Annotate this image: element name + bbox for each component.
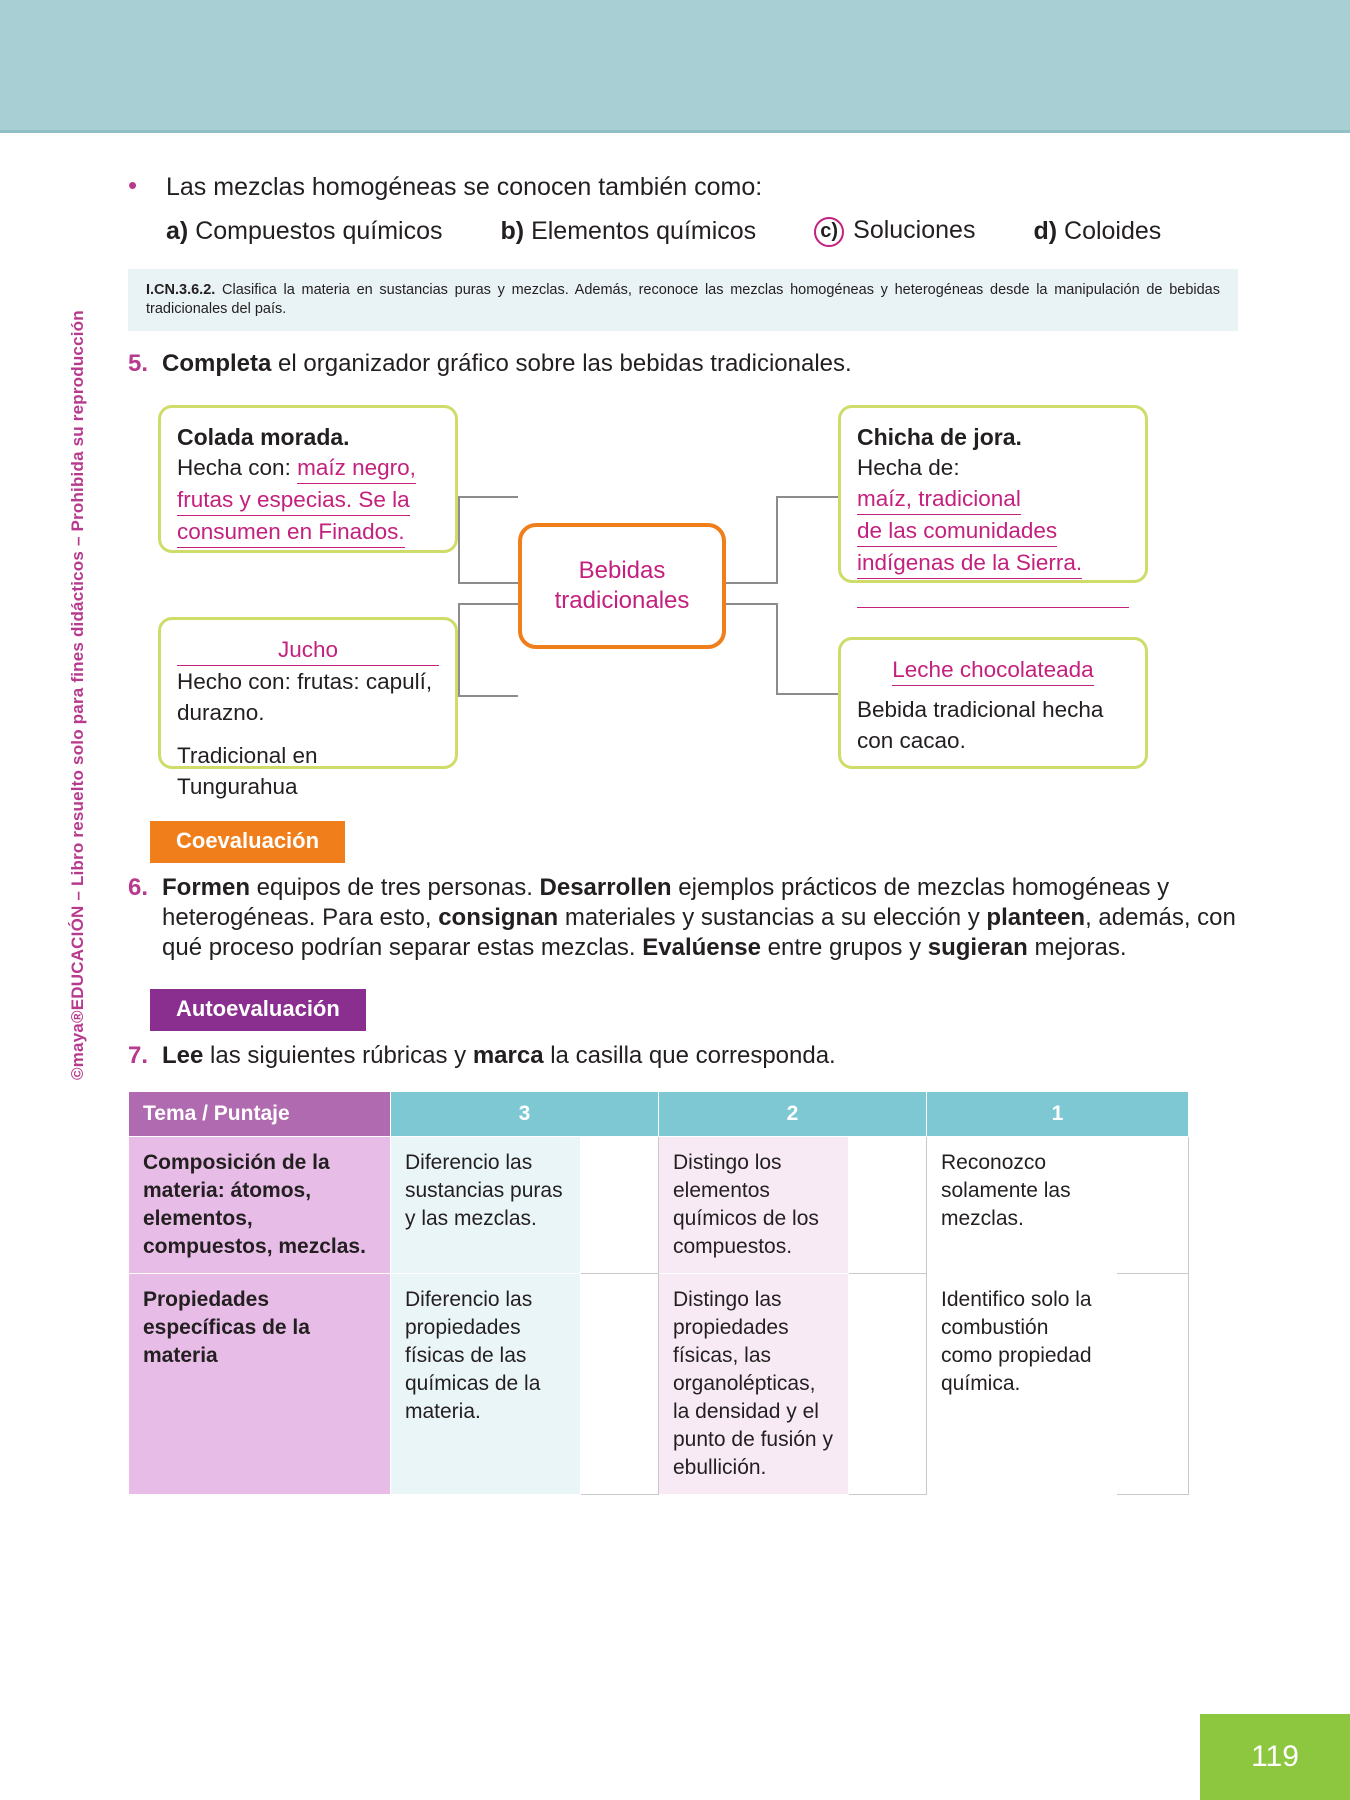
exercise-5-number: 5. [128,350,149,377]
bullet-question [128,172,1238,202]
ex6-p0: Formen [162,874,251,901]
connector-line [458,603,518,605]
answer-options [166,216,1238,247]
exercise-5-text [162,349,852,379]
indicator-box [128,269,1238,331]
connector-line [776,496,838,498]
node-leche-line2: con cacao. [857,728,966,753]
connector-line [458,496,460,582]
coevaluacion-tag: Coevaluación [150,821,345,863]
option-c-label: Soluciones [853,216,976,244]
connector-line [458,496,518,498]
rubric-header-2: 2 [659,1092,927,1137]
header-divider [0,130,1350,133]
concept-map [128,395,1238,799]
node-colada-morada-answer-1[interactable]: maíz negro, [297,452,416,484]
copyright-sidenote: ©maya®EDUCACIÓN – Libro resuelto solo para fines didácticos – Prohibida su reproducción [68,310,87,1080]
exercise-7 [128,1041,1238,1071]
ex6-p10: sugieran [927,934,1028,961]
node-leche-title-wrap [857,654,1129,686]
autoevaluacion-tag: Autoevaluación [150,989,366,1031]
node-chicha-answer-3[interactable]: indígenas de la Sierra. [857,547,1082,579]
node-colada-morada [158,405,458,553]
node-jucho-title-answer-wrap [177,634,439,666]
option-d[interactable] [1033,217,1161,246]
rubric-header-topic: Tema / Puntaje [129,1092,391,1137]
option-c[interactable] [814,216,975,247]
table-row [129,1137,1189,1274]
bullet-icon: • [128,170,138,200]
ex6-p2: Desarrollen [539,874,672,901]
node-chicha-label: Hecha de: [857,455,960,480]
exercise-5 [128,349,1238,379]
rubric-header-3: 3 [391,1092,659,1137]
node-jucho-line1: Hecho con: frutas: capulí, [177,669,433,694]
exercise-6-number: 6. [128,874,149,901]
node-colada-morada-label: Hecha con: [177,455,291,480]
node-leche-chocolateada [838,637,1148,769]
rubric-table [128,1091,1189,1495]
rubric-row2-checkbox-3[interactable] [581,1274,659,1495]
node-colada-morada-answer-3[interactable]: consumen en Finados. [177,516,405,548]
ex7-p1: las siguientes rúbricas y [203,1042,473,1069]
connector-line [458,603,460,697]
ex6-p11: mejoras. [1027,934,1127,961]
option-b-letter: b) [500,217,525,245]
rubric-row2-desc-1: Identifico solo la combustión como propiedad química. [927,1274,1117,1495]
exercise-5-verb: Completa [162,350,272,377]
page-number: 119 [1200,1714,1350,1800]
page-content [128,150,1238,1495]
ex6-p9: entre grupos y [761,934,928,961]
table-row [129,1274,1189,1495]
node-jucho [158,617,458,799]
connector-line [458,582,518,584]
indicator-text: Clasifica la materia en sustancias puras y mezclas. Además, reconoce las mezclas homogéneas y heterogéneas desde la manipulación de bebidas tradicionales del país. [146,282,1220,317]
node-leche-title-answer[interactable]: Leche chocolateada [892,654,1093,686]
node-chicha-answer-2[interactable]: de las comunidades [857,515,1057,547]
rubric-header-row [129,1092,1189,1137]
node-chicha-title: Chicha de jora. [857,424,1022,450]
rubric-row2-checkbox-2[interactable] [849,1274,927,1495]
connector-line [458,695,518,697]
node-colada-morada-body [177,452,439,548]
rubric-row1-desc-3: Diferencio las sustancias puras y las mezclas. [391,1137,581,1274]
ex6-p8: Evalúense [642,934,761,961]
rubric-header-1: 1 [927,1092,1189,1137]
option-b-label: Elementos químicos [531,217,757,245]
rubric-row1-checkbox-2[interactable] [849,1137,927,1274]
exercise-6 [128,873,1238,963]
option-a-label: Compuestos químicos [195,217,443,245]
node-chicha-answer-4-blank[interactable] [857,579,1129,608]
connector-line [776,603,778,695]
rubric-row2-checkbox-1[interactable] [1117,1274,1189,1495]
option-b[interactable] [501,217,757,246]
option-c-selected-marker: c) [814,217,844,247]
node-jucho-line3: Tradicional en Tungurahua [177,743,318,799]
node-leche-line1: Bebida tradicional hecha [857,697,1104,722]
option-a[interactable] [166,217,443,246]
exercise-7-text [162,1041,836,1071]
node-center-label: Bebidas tradicionales [554,557,690,614]
ex6-p5: materiales y sustancias a su elección y [558,904,987,931]
node-colada-morada-title: Colada morada. [177,424,350,450]
node-chicha-answer-1[interactable]: maíz, tradicional [857,483,1021,515]
connector-line [718,582,778,584]
node-jucho-line2: durazno. [177,700,265,725]
exercise-6-text [162,873,1238,963]
ex7-p3: la casilla que corresponda. [543,1042,836,1069]
ex6-p3: ejemplos prácticos de mezclas homogéneas y heterogéneas. Para esto, [162,874,1170,931]
option-d-label: Coloides [1064,217,1162,245]
option-d-letter: d) [1033,217,1058,245]
rubric-row1-desc-1: Reconozco solamente las mezclas. [927,1137,1117,1274]
rubric-row1-checkbox-1[interactable] [1117,1137,1189,1274]
node-colada-morada-answer-2[interactable]: frutas y especias. Se la [177,484,410,516]
ex6-p7: , además, con qué proceso podrían separar estas mezclas. [162,904,1236,961]
ex7-p0: Lee [162,1042,204,1069]
ex6-p4: consignan [438,904,559,931]
connector-line [776,496,778,584]
option-a-letter: a) [166,217,189,245]
bullet-question-text: Las mezclas homogéneas se conocen también como: [166,173,763,201]
rubric-row2-desc-2: Distingo las propiedades físicas, las organolépticas, la densidad y el punto de fusión y ebullición. [659,1274,849,1495]
page-header-band [0,0,1350,130]
ex6-p6: planteen [986,904,1086,931]
exercise-5-rest: el organizador gráfico sobre las bebidas tradicionales. [271,350,852,377]
node-chicha-body [857,452,1129,608]
connector-line [718,603,778,605]
ex6-p1: equipos de tres personas. [250,874,540,901]
rubric-row1-topic: Composición de la materia: átomos, elementos, compuestos, mezclas. [129,1137,391,1274]
ex7-p2: marca [472,1042,544,1069]
node-jucho-title-answer[interactable]: Jucho [177,634,439,666]
exercise-7-number: 7. [128,1042,149,1069]
rubric-row2-topic: Propiedades específicas de la materia [129,1274,391,1495]
rubric-row1-desc-2: Distingo los elementos químicos de los compuestos. [659,1137,849,1274]
indicator-code: I.CN.3.6.2. [146,282,216,298]
rubric-row1-checkbox-3[interactable] [581,1137,659,1274]
node-chicha-de-jora [838,405,1148,583]
rubric-row2-desc-3: Diferencio las propiedades físicas de las químicas de la materia. [391,1274,581,1495]
connector-line [776,693,838,695]
node-center-bebidas-tradicionales [518,523,726,649]
